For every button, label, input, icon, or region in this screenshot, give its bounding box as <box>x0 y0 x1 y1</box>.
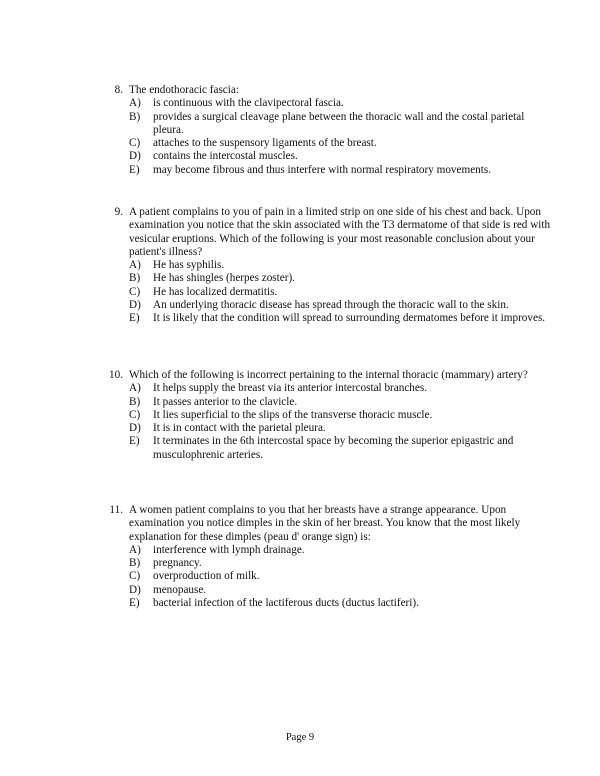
question-stem <box>107 369 557 382</box>
option-label: E) <box>129 312 140 325</box>
option-b <box>129 396 557 409</box>
option-label: C) <box>129 408 141 421</box>
question-8 <box>107 84 557 177</box>
option-text: He has localized dermatitis. <box>153 285 278 298</box>
option-a <box>129 382 557 395</box>
option-text: It lies superficial to the slips of the transverse thoracic muscle. <box>153 408 433 421</box>
option-text: He has syphilis. <box>153 259 225 272</box>
option-text: It passes anterior to the clavicle. <box>153 395 298 408</box>
option-text: He has shingles (herpes zoster). <box>153 272 295 285</box>
option-text: contains the intercostal muscles. <box>153 150 298 163</box>
option-d <box>129 299 557 312</box>
question-number: 11. <box>109 504 123 516</box>
answer-options <box>129 259 557 325</box>
option-label: D) <box>129 422 141 435</box>
option-b <box>129 557 557 570</box>
option-e <box>129 312 557 325</box>
question-text: Which of the following is incorrect pertaining to the internal thoracic (mammary) artery? <box>129 369 528 381</box>
option-label: B) <box>129 395 141 408</box>
option-b <box>129 272 557 285</box>
page-number: Page 9 <box>285 732 315 743</box>
option-text: It terminates in the 6th intercostal space by becoming the superior epigastric and musculophrenic arteries. <box>153 435 514 461</box>
option-label: D) <box>129 299 141 312</box>
option-label: C) <box>129 570 141 583</box>
question-stem <box>107 206 557 259</box>
question-10 <box>107 369 557 462</box>
option-label: E) <box>129 435 140 448</box>
question-number: 9. <box>114 206 123 218</box>
question-number: 8. <box>114 84 123 96</box>
option-label: C) <box>129 285 141 298</box>
option-label: E) <box>129 163 140 176</box>
option-c <box>129 137 557 150</box>
option-d <box>129 422 557 435</box>
option-label: C) <box>129 137 141 150</box>
option-text: An underlying thoracic disease has spread through the thoracic wall to the skin. <box>153 299 509 312</box>
option-text: provides a surgical cleavage plane between the thoracic wall and the costal parietal pleura. <box>153 110 525 136</box>
option-d <box>129 150 557 163</box>
question-stem <box>107 84 557 97</box>
option-text: It is likely that the condition will spread to surrounding dermatomes before it improves. <box>153 312 546 325</box>
question-9 <box>107 206 557 326</box>
question-text: The endothoracic fascia: <box>129 84 239 96</box>
answer-options <box>129 544 557 610</box>
question-11 <box>107 504 557 610</box>
option-label: A) <box>129 97 141 110</box>
option-text: bacterial infection of the lactiferous ducts (ductus lactiferi). <box>153 597 419 610</box>
option-c <box>129 409 557 422</box>
option-a <box>129 97 557 110</box>
option-text: It helps supply the breast via its anterior intercostal branches. <box>153 382 428 395</box>
option-label: B) <box>129 110 141 123</box>
option-c <box>129 570 557 583</box>
option-text: is continuous with the clavipectoral fascia. <box>153 97 344 110</box>
option-e <box>129 435 557 462</box>
option-label: D) <box>129 150 141 163</box>
option-text: It is in contact with the parietal pleura. <box>153 422 326 435</box>
option-d <box>129 584 557 597</box>
option-text: attaches to the suspensory ligaments of the breast. <box>153 137 377 150</box>
question-text: A women patient complains to you that her breasts have a strange appearance. Upon examination you notice dimples in the skin of her breast. You know that the most likely explanation for these dimples (peau d' orange sign) is: <box>129 504 521 543</box>
option-a <box>129 544 557 557</box>
option-label: A) <box>129 543 141 556</box>
option-e <box>129 164 557 177</box>
answer-options <box>129 97 557 177</box>
option-label: B) <box>129 272 141 285</box>
option-label: A) <box>129 382 141 395</box>
option-a <box>129 259 557 272</box>
option-text: menopause. <box>153 583 207 596</box>
option-text: may become fibrous and thus interfere with normal respiratory movements. <box>153 163 492 176</box>
option-e <box>129 597 557 610</box>
question-number: 10. <box>109 369 123 381</box>
option-label: A) <box>129 259 141 272</box>
option-c <box>129 286 557 299</box>
answer-options <box>129 382 557 462</box>
option-label: D) <box>129 583 141 596</box>
question-stem <box>107 504 557 544</box>
option-text: pregnancy. <box>153 557 202 570</box>
option-label: B) <box>129 557 141 570</box>
option-text: interference with lymph drainage. <box>153 543 305 556</box>
option-b <box>129 111 557 138</box>
option-text: overproduction of milk. <box>153 570 260 583</box>
option-label: E) <box>129 597 140 610</box>
question-text: A patient complains to you of pain in a limited strip on one side of his chest and back. Upon examination you notice that the skin associated with the T3 dermatome of that side is red with vesicular eruptions. Which of the following is your most reasonable conclusion about your patient's illness? <box>129 206 551 258</box>
